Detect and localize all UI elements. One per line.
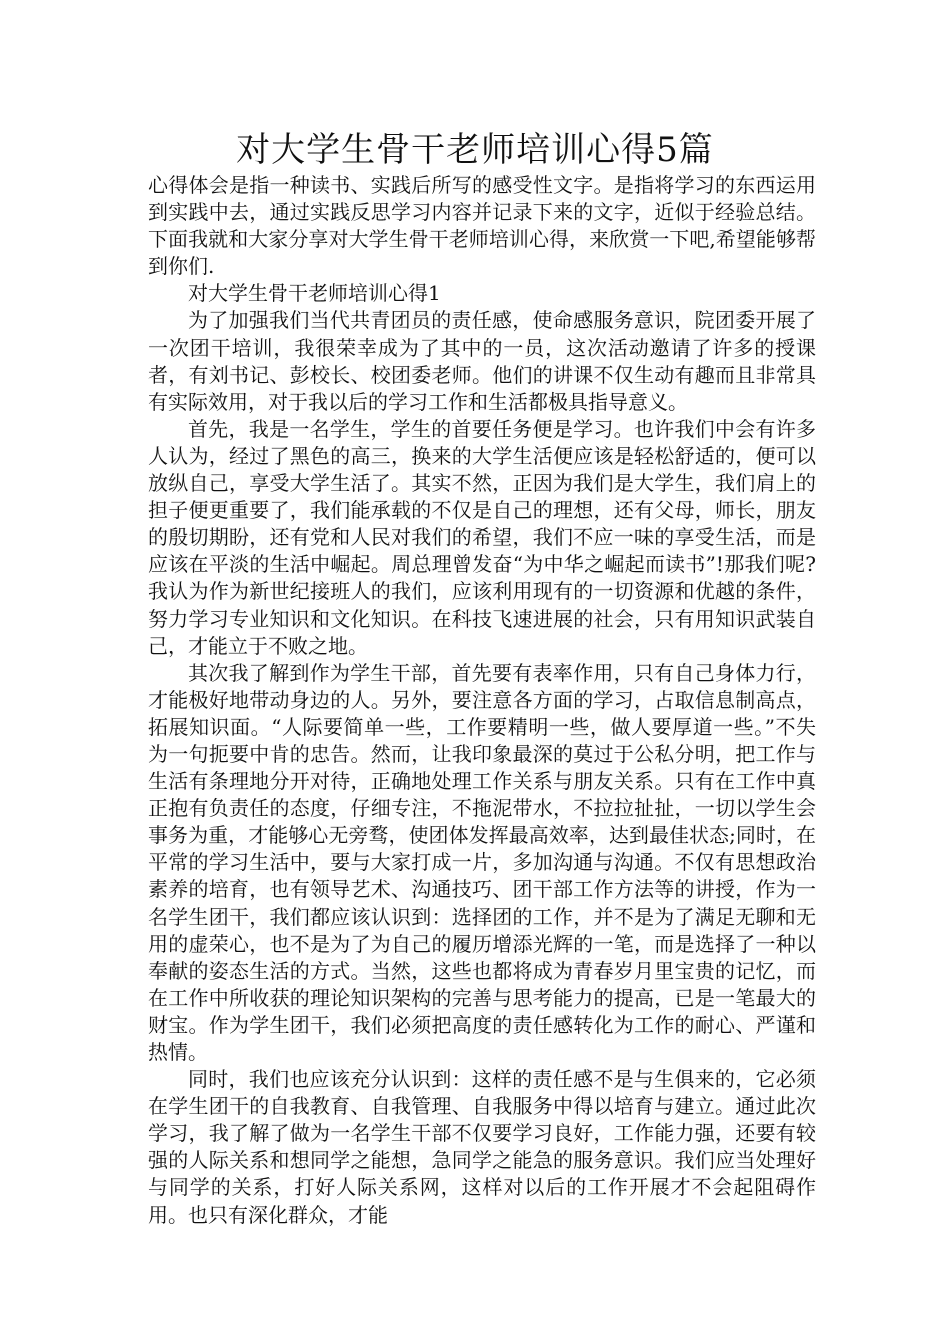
document-title: 对大学生骨干老师培训心得5篇 xyxy=(236,130,714,170)
document-body xyxy=(148,172,816,1229)
body-paragraph: 首先，我是一名学生，学生的首要任务便是学习。也许我们中会有许多人认为，经过了黑色的高三，换来的大学生活便应该是轻松舒适的，便可以放纵自己，享受大学生活了。其实不然，正因为我们是大学生，我们肩上的担子便更重要了，我们能承载的不仅是自己的理想，还有父母，师长，朋友的殷切期盼，还有党和人民对我们的希望，我们不应一味的享受生活，而是应该在平淡的生活中崛起。周总理曾发奋“为中华之崛起而读书”!那我们呢?我认为作为新世纪接班人的我们，应该利用现有的一切资源和优越的条件，努力学习专业知识和文化知识。在科技飞速进展的社会，只有用知识武装自己，才能立于不败之地。 xyxy=(148,416,816,658)
body-paragraph: 为了加强我们当代共青团员的责任感，使命感服务意识，院团委开展了一次团干培训，我很荣幸成为了其中的一员，这次活动邀请了许多的授课者，有刘书记、彭校长、校团委老师。他们的讲课不仅生动有趣而且非常具有实际效用，对于我以后的学习工作和生活都极具指导意义。 xyxy=(148,308,816,414)
intro-paragraph: 心得体会是指一种读书、实践后所写的感受性文字。是指将学习的东西运用到实践中去，通过实践反思学习内容并记录下来的文字，近似于经验总结。下面我就和大家分享对大学生骨干老师培训心得，来欣赏一下吧,希望能够帮到你们. xyxy=(148,173,816,279)
body-paragraph: 同时，我们也应该充分认识到：这样的责任感不是与生俱来的，它必须在学生团干的自我教育、自我管理、自我服务中得以培育与建立。通过此次学习，我了解了做为一名学生干部不仅要学习良好，工作能力强，还要有较强的人际关系和想同学之能想，急同学之能急的服务意识。我们应当处理好与同学的关系，打好人际关系网，这样对以后的工作开展才不会起阻碍作用。也只有深化群众，才能 xyxy=(148,1067,816,1227)
section-heading: 对大学生骨干老师培训心得1 xyxy=(188,281,441,306)
body-paragraph: 其次我了解到作为学生干部，首先要有表率作用，只有自己身体力行，才能极好地带动身边的人。另外，要注意各方面的学习，占取信息制高点，拓展知识面。“人际要简单一些，工作要精明一些，做人要厚道一些。”不失为一句扼要中肯的忠告。然而，让我印象最深的莫过于公私分明，把工作与生活有条理地分开对待，正确地处理工作关系与朋友关系。只有在工作中真正抱有负责任的态度，仔细专注，不拖泥带水，不拉拉扯扯，一切以学生会事务为重，才能够心无旁骛，使团体发挥最高效率，达到最佳状态;同时，在平常的学习生活中，要与大家打成一片，多加沟通与沟通。不仅有思想政治素养的培育，也有领导艺术、沟通技巧、团干部工作方法等的讲授，作为一名学生团干，我们都应该认识到：选择团的工作，并不是为了满足无聊和无用的虚荣心，也不是为了为自己的履历增添光辉的一笔，而是选择了一种以奉献的姿态生活的方式。当然，这些也都将成为青春岁月里宝贵的记忆，而在工作中所收获的理论知识架构的完善与思考能力的提高，已是一笔最大的财宝。作为学生团干，我们必须把高度的责任感转化为工作的耐心、严谨和热情。 xyxy=(148,660,816,1064)
